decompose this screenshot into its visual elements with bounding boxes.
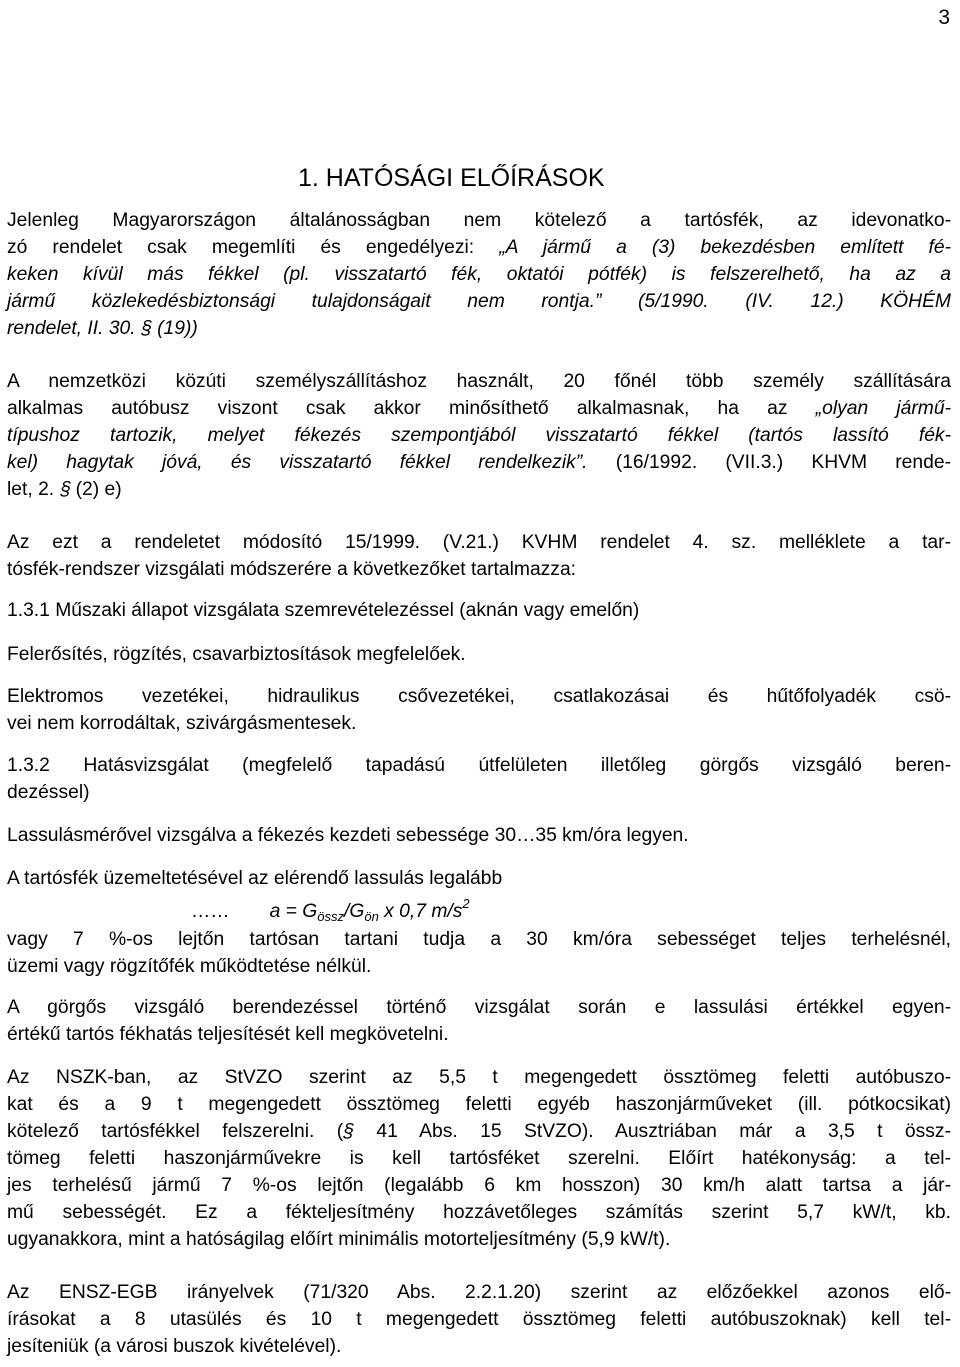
section-heading: 1. HATÓSÁGI ELŐÍRÁSOK bbox=[298, 164, 605, 192]
section-sign: § bbox=[57, 479, 73, 500]
paragraph-amendment bbox=[7, 529, 951, 583]
text-line: üzemi vagy rögzítőfék működtetése nélkül. bbox=[7, 956, 372, 977]
paragraph-electrical bbox=[7, 683, 951, 737]
paragraph-intro bbox=[7, 207, 951, 342]
text-line: Elektromos vezetékei, hidraulikus csővezetékei, csatlakozásai és hűtőfolyadék csö- bbox=[7, 686, 951, 707]
text-line: Az ezt a rendeletet módosító 15/1999. (V.21.) KVHM rendelet 4. sz. melléklete a tar- bbox=[7, 532, 951, 553]
text-line: kat és a 9 t megengedett össztömeg feletti egyéb haszonjárműveket (ill. pótkocsikat) bbox=[7, 1094, 951, 1115]
section-sign: § bbox=[340, 1121, 357, 1142]
text-line: A nemzetközi közúti személyszállításhoz használt, 20 főnél több személy szállítására bbox=[7, 371, 951, 392]
text-line: írásokat a 8 utasülés és 10 t megengedett össztömeg feletti autóbuszoknak) kell tel- bbox=[7, 1309, 951, 1330]
text-line: Az ENSZ-EGB irányelvek (71/320 Abs. 2.2.1.20) szerint az előzőekkel azonos elő- bbox=[7, 1282, 951, 1303]
text-line: rendelet, II. 30. § (19)) bbox=[7, 315, 951, 342]
paragraph-unece bbox=[7, 1279, 951, 1360]
text-line: zó rendelet csak megemlíti és engedélyezi: „A jármű a (3) bekezdésben említett fé- bbox=[7, 237, 951, 258]
text-line: mű sebességét. Ez a fékteljesítmény hozzávetőleges számítás szerint 5,7 kW/t, kb. bbox=[7, 1202, 951, 1223]
section-sign: § bbox=[138, 318, 154, 339]
text-line: Felerősítés, rögzítés, csavarbiztosítások megfelelőek. bbox=[7, 644, 466, 665]
paragraph-deceleration-meter bbox=[7, 822, 951, 849]
text-line: vei nem korrodáltak, szivárgásmentesek. bbox=[7, 713, 357, 734]
paragraph-slope bbox=[7, 926, 951, 980]
page-number: 3 bbox=[938, 6, 950, 29]
text-line: Lassulásmérővel vizsgálva a fékezés kezdeti sebessége 30…35 km/óra legyen. bbox=[7, 825, 689, 846]
text-line: vagy 7 %-os lejtőn tartósan tartani tudja a 30 km/óra sebességet teljes terhelésnél, bbox=[7, 929, 951, 950]
text-line: értékű tartós fékhatás teljesítését kell megkövetelni. bbox=[7, 1024, 449, 1045]
text-line: alkalmas autóbusz viszont csak akkor minősíthető alkalmasnak, ha az „olyan jármű- bbox=[7, 398, 951, 419]
paragraph-1-3-1 bbox=[7, 597, 951, 624]
text-line: tósfék-rendszer vizsgálati módszerére a következőket tartalmazza: bbox=[7, 559, 577, 580]
text-line: jesíteniük (a városi buszok kivételével). bbox=[7, 1336, 342, 1357]
text-line: 1.3.1 Műszaki állapot vizsgálata szemrevételezéssel (aknán vagy emelőn) bbox=[7, 600, 640, 621]
text-line: jes terhelésű jármű 7 %-os lejtőn (legalább 6 km hosszon) 30 km/h alatt tartsa a jár- bbox=[7, 1175, 951, 1196]
text-line: Jelenleg Magyarországon általánosságban nem kötelező a tartósfék, az idevonatko- bbox=[7, 210, 951, 231]
paragraph-germany-austria bbox=[7, 1064, 951, 1253]
text-line: típushoz tartozik, melyet fékezés szempontjából visszatartó fékkel (tartós lassító fék- bbox=[7, 425, 951, 446]
text-line: jármű közlekedésbiztonsági tulajdonságait nem rontja.” (5/1990. (IV. 12.) KÖHÉM bbox=[7, 291, 951, 312]
text-line: let, 2. § (2) e) bbox=[7, 476, 951, 503]
text-line: dezéssel) bbox=[7, 782, 90, 803]
text-line: kötelező tartósfékkel felszerelni. (§ 41 Abs. 15 StVZO). Ausztriában már a 3,5 t össz- bbox=[7, 1118, 951, 1145]
paragraph-retarder-operation bbox=[7, 865, 951, 892]
text-line: ugyanakkora, mint a hatóságilag előírt minimális motorteljesítmény (5,9 kW/t). bbox=[7, 1229, 671, 1250]
text-line: A görgős vizsgáló berendezéssel történő vizsgálat során e lassulási értékkel egyen- bbox=[7, 997, 951, 1018]
paragraph-1-3-2 bbox=[7, 752, 951, 806]
text-line: 1.3.2 Hatásvizsgálat (megfelelő tapadású útfelületen illetőleg görgős vizsgáló beren- bbox=[7, 755, 951, 776]
paragraph-roller-test bbox=[7, 994, 951, 1048]
text-line: Az NSZK-ban, az StVZO szerint az 5,5 t megengedett össztömeg feletti autóbuszo- bbox=[7, 1067, 951, 1088]
text-line: tömeg feletti haszonjárművekre is kell tartósféket szerelni. Előírt hatékonyság: a tel- bbox=[7, 1148, 951, 1169]
text-line: A tartósfék üzemeltetésével az elérendő lassulás legalább bbox=[7, 868, 503, 889]
paragraph-international bbox=[7, 368, 951, 503]
text-line: kel) hagytak jóvá, és visszatartó fékkel rendelkezik”. (16/1992. (VII.3.) KHVM rende- bbox=[7, 452, 951, 473]
paragraph-fastening bbox=[7, 641, 951, 668]
text-line: keken kívül más fékkel (pl. visszatartó fék, oktatói pótfék) is felszerelhető, ha az a bbox=[7, 264, 951, 285]
deceleration-formula: …… $a = G_{össz}/G_{ön}$ x 0,7 $m/s^2$ bbox=[191, 896, 470, 924]
